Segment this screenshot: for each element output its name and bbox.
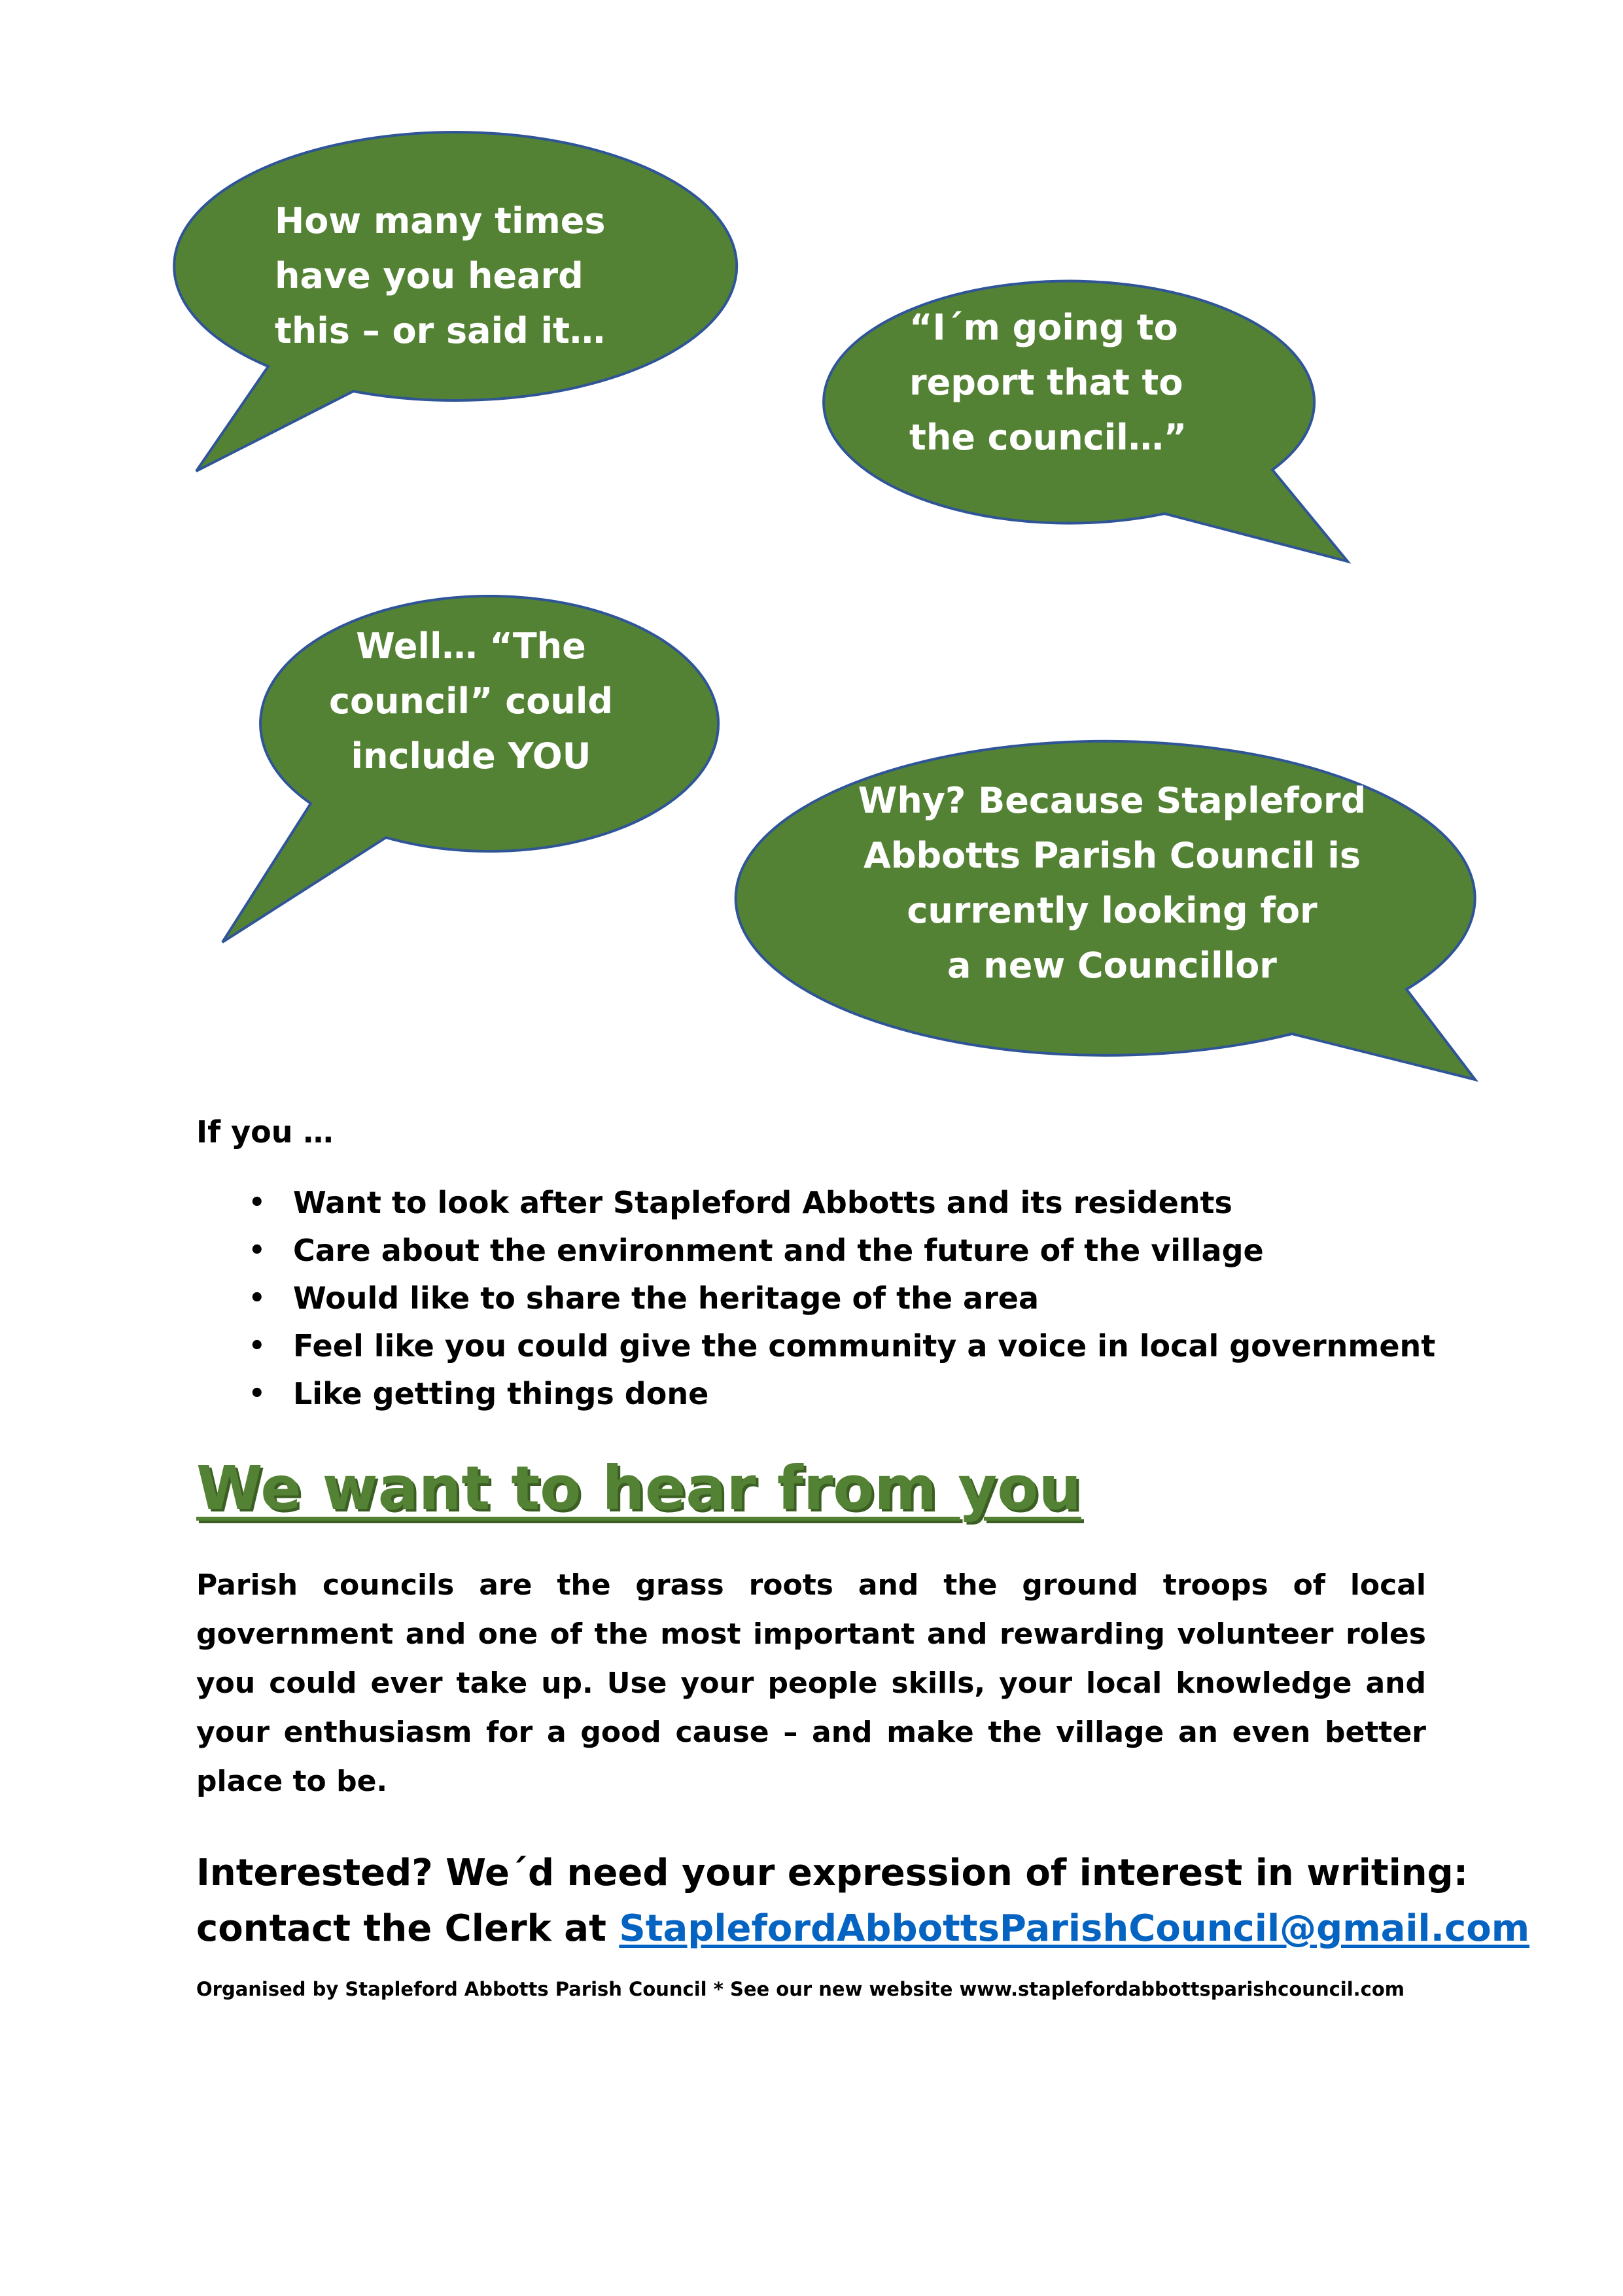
bubble-line: have you heard	[275, 255, 584, 296]
list-item-text: Would like to share the heritage of the area	[293, 1280, 1039, 1316]
contact-section	[196, 1845, 1530, 1956]
bubble-line: this – or said it…	[275, 310, 605, 351]
bubble-line: “I´m going to	[909, 307, 1178, 348]
list-item	[196, 1227, 1435, 1275]
intro-text: If you …	[196, 1114, 334, 1150]
contact-prefix: contact the Clerk at	[196, 1907, 620, 1950]
bubble-line: Why? Because Stapleford	[858, 780, 1367, 821]
reasons-list	[196, 1179, 1435, 1418]
headline: We want to hear from you	[196, 1453, 1081, 1523]
contact-line-1: Interested? We´d need your expression of interest in writing:	[196, 1852, 1469, 1894]
list-item-text: Feel like you could give the community a voice in local government	[293, 1328, 1436, 1364]
bubble-line: report that to	[909, 362, 1183, 403]
email-link[interactable]: StaplefordAbbottsParishCouncil@gmail.com	[619, 1907, 1530, 1950]
speech-bubble-4-text	[811, 773, 1413, 993]
bubble-line: include YOU	[351, 735, 591, 777]
list-item	[196, 1322, 1435, 1370]
bubble-line: currently looking for	[907, 890, 1318, 931]
bullet-icon: •	[249, 1235, 266, 1265]
bullet-icon: •	[249, 1331, 266, 1361]
bubble-line: council” could	[328, 680, 614, 722]
speech-bubble-2-text	[909, 300, 1187, 465]
bubble-line: Well… “The	[356, 626, 586, 667]
list-item	[196, 1179, 1435, 1227]
speech-bubble-3-text	[301, 619, 641, 784]
bullet-icon: •	[249, 1379, 266, 1409]
body-paragraph: Parish councils are the grass roots and the ground troops of local government and one of the most important and rewarding volunteer roles you could ever take up. Use your people skills, your local knowledge and your enthusiasm for a good cause – and make the village an even better place to be.	[196, 1568, 1426, 1798]
bubble-line: a new Councillor	[947, 945, 1277, 986]
bullet-icon: •	[249, 1188, 266, 1218]
bubble-line: How many times	[275, 200, 606, 241]
footer-note: Organised by Stapleford Abbotts Parish Council * See our new website www.staplefordabbottsparishcouncil.com	[196, 1978, 1405, 2000]
list-item-text: Care about the environment and the future of the village	[293, 1233, 1264, 1268]
bubble-line: Abbotts Parish Council is	[864, 835, 1361, 876]
list-item-text: Like getting things done	[293, 1376, 709, 1411]
bullet-icon: •	[249, 1283, 266, 1313]
list-item	[196, 1275, 1435, 1322]
list-item-text: Want to look after Stapleford Abbotts and its residents	[293, 1185, 1232, 1220]
bubble-line: the council…”	[909, 417, 1187, 458]
speech-bubble-1-text	[275, 194, 606, 359]
contact-line-2	[196, 1901, 1530, 1956]
list-item	[196, 1370, 1435, 1418]
